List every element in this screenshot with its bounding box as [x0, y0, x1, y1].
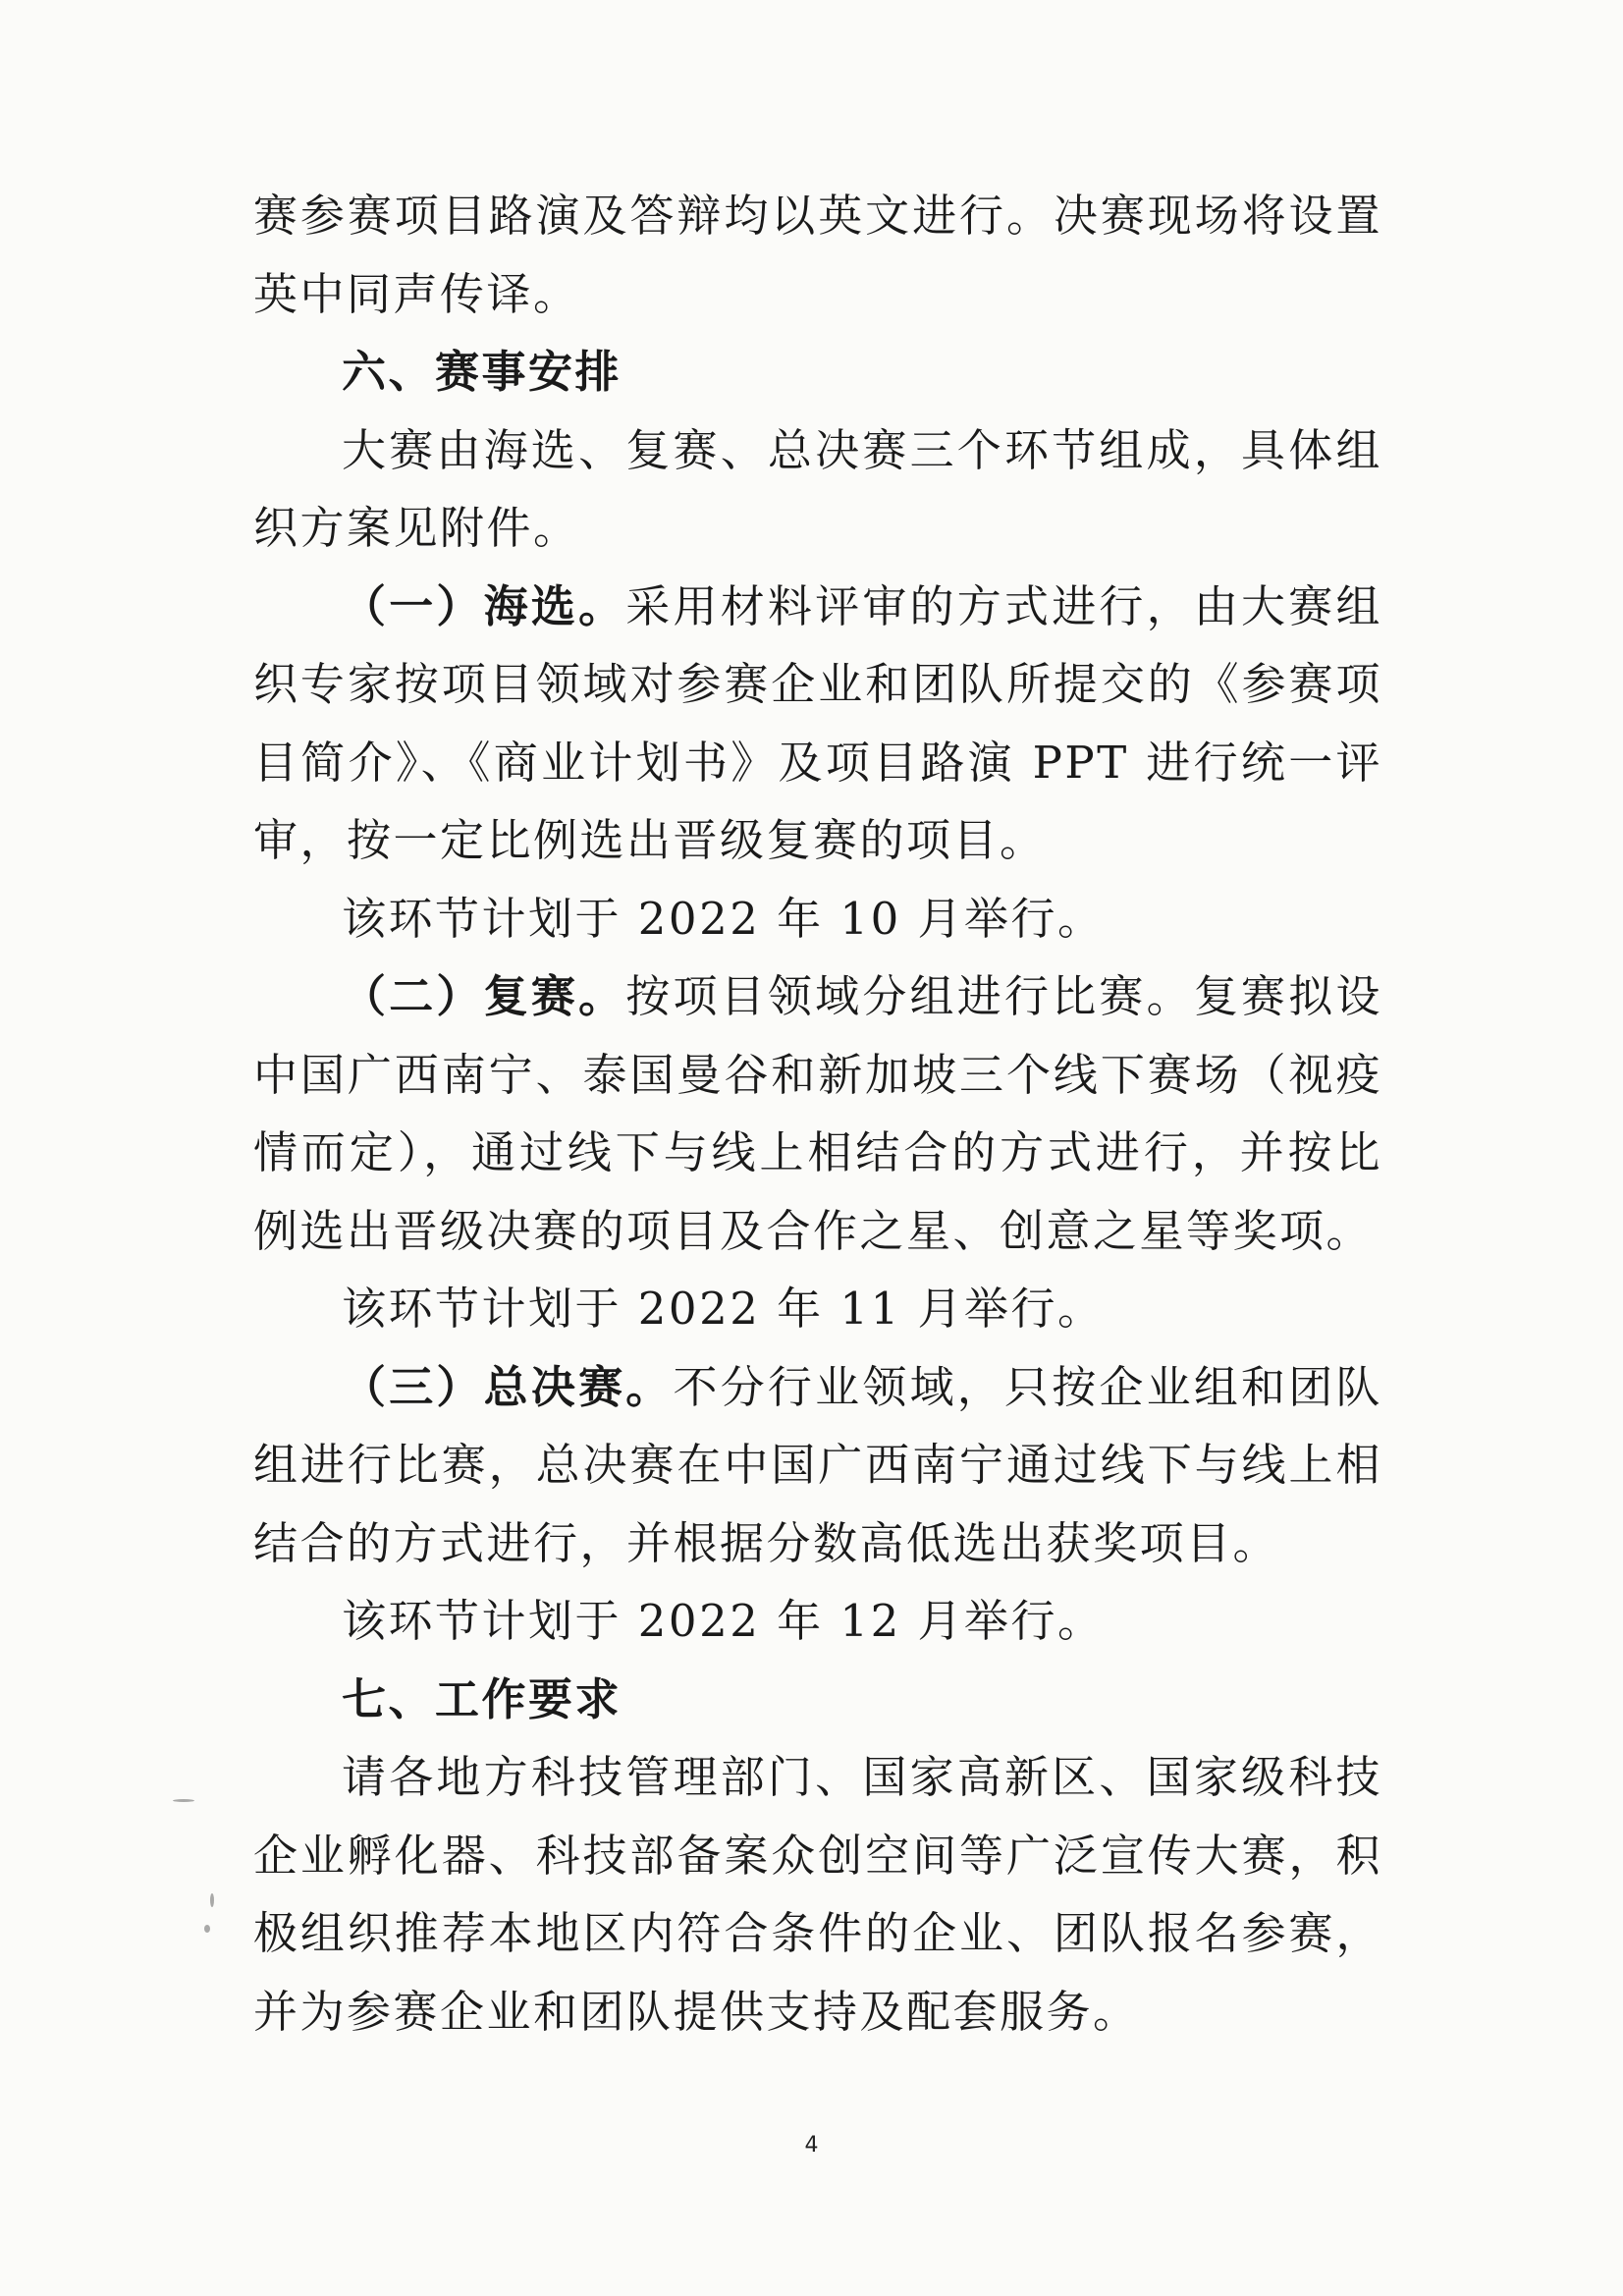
scan-speck: [210, 1893, 214, 1907]
subsection-text-semifinal: 按项目领域分组进行比赛。复赛拟设中国广西南宁、泰国曼谷和新加坡三个线下赛场（视疫情而定），通过线下与线上相结合的方式进行，并按比例选出晋级决赛的项目及合作之星、创意之星等奖项。: [253, 970, 1382, 1257]
paragraph-continuation: 赛参赛项目路演及答辩均以英文进行。决赛现场将设置英中同声传译。: [253, 190, 1382, 320]
scan-speck: [173, 1799, 194, 1802]
paragraph-semifinal: [253, 957, 1382, 1270]
subsection-label-final: （三）总决赛。: [342, 1360, 674, 1413]
section-heading-requirements: 七、工作要求: [342, 1672, 622, 1725]
paragraph-preliminary: [253, 568, 1382, 880]
paragraph-requirements: 请各地方科技管理部门、国家高新区、国家级科技企业孵化器、科技部备案众创空间等广泛宣传大赛，积极组织推荐本地区内符合条件的企业、团队报名参赛，并为参赛企业和团队提供支持及配套服务。: [253, 1751, 1382, 2038]
subsection-label-preliminary: （一）海选。: [342, 579, 626, 632]
section-heading-arrangement: 六、赛事安排: [342, 346, 622, 398]
page-number: 4: [804, 2133, 819, 2158]
subsection-text-final: 不分行业领域，只按企业组和团队组进行比赛，总决赛在中国广西南宁通过线下与线上相结合的方式进行，并根据分数高低选出获奖项目。: [253, 1360, 1382, 1569]
schedule-preliminary: 该环节计划于 2022 年 10 月举行。: [342, 892, 1105, 945]
paragraph-final: [253, 1348, 1382, 1583]
subsection-text-preliminary: 采用材料评审的方式进行，由大赛组织专家按项目领域对参赛企业和团队所提交的《参赛项目简介》、《商业计划书》及项目路演 PPT 进行统一评审，按一定比例选出晋级复赛的项目。: [253, 579, 1382, 866]
scan-speck: [204, 1925, 210, 1933]
paragraph-overview: 大赛由海选、复赛、总决赛三个环节组成，具体组织方案见附件。: [253, 423, 1382, 554]
schedule-semifinal: 该环节计划于 2022 年 11 月举行。: [342, 1283, 1105, 1335]
document-body: [253, 177, 1382, 2050]
subsection-label-semifinal: （二）复赛。: [342, 970, 626, 1022]
schedule-final: 该环节计划于 2022 年 12 月举行。: [342, 1595, 1105, 1647]
